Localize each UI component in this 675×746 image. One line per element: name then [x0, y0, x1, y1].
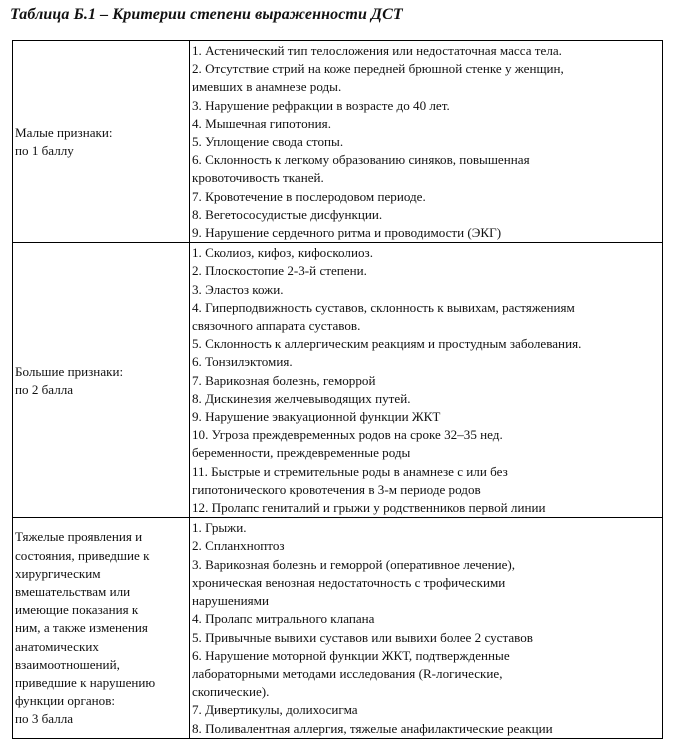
criteria-item-line: беременности, преждевременные роды — [192, 445, 411, 461]
criteria-item — [192, 115, 660, 133]
criteria-item — [192, 262, 660, 280]
criteria-label-cell — [13, 243, 190, 518]
criteria-item — [192, 188, 660, 206]
criteria-item-line: 6. Склонность к легкому образованию синяков, повышенная — [192, 152, 530, 168]
criteria-item — [192, 372, 660, 390]
criteria-item — [192, 335, 660, 353]
criteria-item-line: 7. Кровотечение в послеродовом периоде. — [192, 188, 426, 204]
criteria-label-line: имеющие показания к — [15, 602, 139, 618]
criteria-label-line: вмешательствам или — [15, 583, 131, 599]
criteria-item-line: имевших в анамнезе роды. — [192, 79, 342, 95]
criteria-table-body — [13, 41, 663, 739]
criteria-item-line: 6. Нарушение моторной функции ЖКТ, подтвержденные — [192, 647, 510, 663]
criteria-item-line: 1. Грыжи. — [192, 520, 247, 536]
criteria-item-line: 8. Поливалентная аллергия, тяжелые анафилактические реакции — [192, 720, 553, 736]
criteria-item-line: гипотонического кровотечения в 3-м периоде родов — [192, 481, 481, 497]
criteria-label-line: по 3 балла — [15, 711, 74, 727]
criteria-label-line: взаимоотношений, — [15, 656, 120, 672]
criteria-item — [192, 408, 660, 426]
criteria-item — [192, 60, 660, 96]
criteria-item — [192, 499, 660, 517]
criteria-item-line: 11. Быстрые и стремительные роды в анамнезе с или без — [192, 463, 508, 479]
table-row — [13, 243, 663, 518]
criteria-item-line: хроническая венозная недостаточность с трофическими — [192, 574, 506, 590]
criteria-item-line: 6. Тонзилэктомия. — [192, 354, 293, 370]
criteria-label-cell — [13, 41, 190, 243]
criteria-item-line: 8. Дискинезия желчевыводящих путей. — [192, 390, 411, 406]
criteria-item-line: 3. Эластоз кожи. — [192, 281, 284, 297]
criteria-label-line: ним, а также изменения — [15, 620, 148, 636]
criteria-item — [192, 556, 660, 611]
criteria-item-line: 2. Спланхноптоз — [192, 538, 285, 554]
criteria-item-line: 10. Угроза преждевременных родов на сроке 32–35 нед. — [192, 427, 503, 443]
criteria-items-cell — [190, 518, 663, 738]
criteria-item-line: 7. Дивертикулы, долихосигма — [192, 702, 358, 718]
criteria-item-line: 4. Мышечная гипотония. — [192, 115, 331, 131]
criteria-label-line: по 1 баллу — [15, 143, 74, 159]
criteria-item — [192, 281, 660, 299]
criteria-item — [192, 519, 660, 537]
criteria-item-line: 5. Уплощение свода стопы. — [192, 134, 344, 150]
criteria-item-line: 9. Нарушение эвакуационной функции ЖКТ — [192, 409, 441, 425]
criteria-item-line: 7. Варикозная болезнь, геморрой — [192, 372, 376, 388]
criteria-items-cell — [190, 41, 663, 243]
criteria-item — [192, 224, 660, 242]
criteria-item-line: 5. Склонность к аллергическим реакциям и простудным заболевания. — [192, 336, 582, 352]
criteria-item — [192, 426, 660, 462]
criteria-label-line: анатомических — [15, 638, 99, 654]
criteria-item — [192, 151, 660, 187]
criteria-item-line: 12. Пролапс гениталий и грыжи у родственников первой линии — [192, 500, 546, 516]
criteria-item — [192, 244, 660, 262]
criteria-label-line: хирургическим — [15, 565, 101, 581]
criteria-label-line: приведшие к нарушению — [15, 675, 156, 690]
criteria-item — [192, 537, 660, 555]
criteria-item-line: 8. Вегетососудистые дисфункции. — [192, 206, 383, 222]
criteria-label-line: состояния, приведшие к — [15, 547, 150, 563]
criteria-item-line: 5. Привычные вывихи суставов или вывихи более 2 суставов — [192, 629, 533, 645]
criteria-label-line: Малые признаки: — [15, 124, 113, 140]
criteria-item — [192, 299, 660, 335]
criteria-item — [192, 720, 660, 738]
criteria-item-line: 1. Астенический тип телосложения или недостаточная масса тела. — [192, 43, 562, 58]
criteria-item-line: лабораторными методами исследования (R-логические, — [192, 665, 503, 681]
table-row — [13, 518, 663, 738]
criteria-item — [192, 206, 660, 224]
criteria-table — [12, 40, 663, 739]
criteria-label-line: функции органов: — [15, 693, 116, 709]
criteria-item — [192, 42, 660, 60]
criteria-item-line: 2. Отсутствие стрий на коже передней брюшной стенке у женщин, — [192, 61, 564, 77]
criteria-item-line: связочного аппарата суставов. — [192, 318, 361, 334]
criteria-item — [192, 701, 660, 719]
criteria-item-line: 4. Гиперподвижность суставов, склонность к вывихам, растяжениям — [192, 299, 575, 315]
criteria-item-line: 3. Нарушение рефракции в возрасте до 40 лет. — [192, 97, 450, 113]
table-caption: Таблица Б.1 – Критерии степени выраженности ДСТ — [10, 6, 403, 23]
criteria-items-cell — [190, 243, 663, 518]
criteria-label-line: Большие признаки: — [15, 363, 124, 379]
criteria-item — [192, 629, 660, 647]
criteria-item — [192, 133, 660, 151]
criteria-item-line: скопические). — [192, 684, 270, 700]
criteria-item-line: нарушениями — [192, 593, 269, 609]
criteria-item — [192, 390, 660, 408]
criteria-item-line: 4. Пролапс митрального клапана — [192, 611, 375, 627]
criteria-item-line: 1. Сколиоз, кифоз, кифосколиоз. — [192, 245, 373, 261]
criteria-item-line: 9. Нарушение сердечного ритма и проводимости (ЭКГ) — [192, 225, 502, 241]
criteria-label-cell — [13, 518, 190, 738]
criteria-label-line: по 2 балла — [15, 381, 74, 397]
criteria-item — [192, 610, 660, 628]
criteria-item-line: 3. Варикозная болезнь и геморрой (оперативное лечение), — [192, 556, 516, 572]
criteria-item — [192, 647, 660, 702]
criteria-item — [192, 353, 660, 371]
criteria-item-line: кровоточивость тканей. — [192, 170, 324, 186]
criteria-item — [192, 463, 660, 499]
criteria-item-line: 2. Плоскостопие 2-3-й степени. — [192, 263, 367, 279]
table-row — [13, 41, 663, 243]
criteria-label-line: Тяжелые проявления и — [15, 529, 143, 545]
criteria-item — [192, 97, 660, 115]
